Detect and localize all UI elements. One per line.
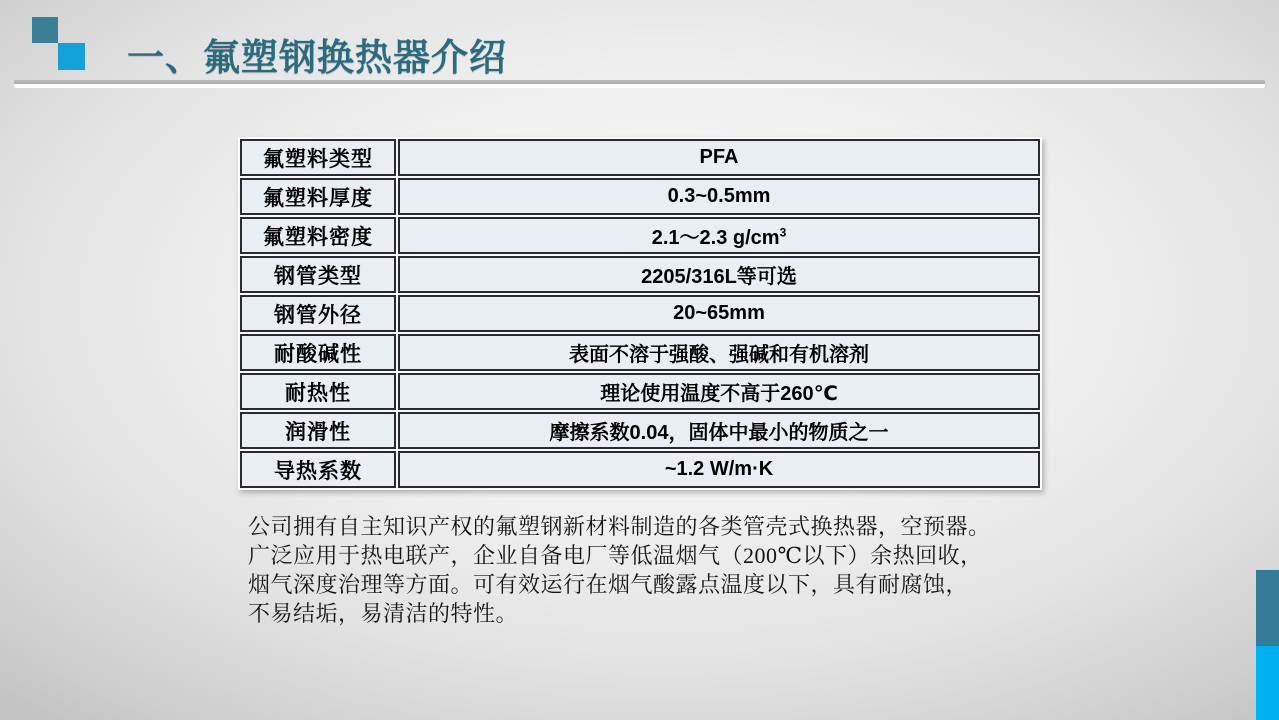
description-paragraph xyxy=(248,512,1058,628)
row-label-cell: 钢管外径 xyxy=(240,295,396,332)
row-label-cell: 氟塑料密度 xyxy=(240,217,396,254)
decor-square-teal xyxy=(32,17,58,43)
table-row xyxy=(240,256,1040,293)
row-label-cell: 钢管类型 xyxy=(240,256,396,293)
decor-square-blue xyxy=(58,43,85,70)
table-row xyxy=(240,334,1040,371)
row-label-cell: 氟塑料厚度 xyxy=(240,178,396,215)
row-value-cell: 2205/316L等可选 xyxy=(398,256,1040,293)
title-divider-line xyxy=(14,80,1265,88)
row-value-cell: 表面不溶于强酸、强碱和有机溶剂 xyxy=(398,334,1040,371)
row-value-cell: ~1.2 W/m·K xyxy=(398,451,1040,488)
table-row xyxy=(240,139,1040,176)
row-label-cell: 润滑性 xyxy=(240,412,396,449)
table-row xyxy=(240,451,1040,488)
sidebar-accent-blue xyxy=(1256,646,1279,720)
table-row xyxy=(240,412,1040,449)
row-value-cell: 20~65mm xyxy=(398,295,1040,332)
paragraph-line: 广泛应用于热电联产，企业自备电厂等低温烟气（200℃以下）余热回收， xyxy=(248,543,983,568)
paragraph-line: 不易结垢，易清洁的特性。 xyxy=(248,601,519,626)
row-label-cell: 氟塑料类型 xyxy=(240,139,396,176)
row-value-superscript: 3 xyxy=(779,225,787,240)
paragraph-line: 烟气深度治理等方面。可有效运行在烟气酸露点温度以下，具有耐腐蚀， xyxy=(248,572,969,597)
row-value-cell: PFA xyxy=(398,139,1040,176)
row-label-cell: 导热系数 xyxy=(240,451,396,488)
row-value-cell: 摩擦系数0.04，固体中最小的物质之一 xyxy=(398,412,1040,449)
table-row xyxy=(240,178,1040,215)
row-label-cell: 耐酸碱性 xyxy=(240,334,396,371)
row-value-text: 2.1～2.3 g/cm xyxy=(651,227,780,249)
slide-title: 一、氟塑钢换热器介绍 xyxy=(127,37,507,78)
table-row xyxy=(240,217,1040,254)
row-value-cell xyxy=(398,217,1040,254)
row-value-cell: 0.3~0.5mm xyxy=(398,178,1040,215)
table-row xyxy=(240,373,1040,410)
properties-table xyxy=(238,137,1042,490)
sidebar-accent-teal xyxy=(1256,570,1279,646)
row-label-cell: 耐热性 xyxy=(240,373,396,410)
paragraph-line: 公司拥有自主知识产权的氟塑钢新材料制造的各类管壳式换热器，空预器。 xyxy=(248,514,991,539)
table-row xyxy=(240,295,1040,332)
row-value-cell: 理论使用温度不高于260℃ xyxy=(398,373,1040,410)
